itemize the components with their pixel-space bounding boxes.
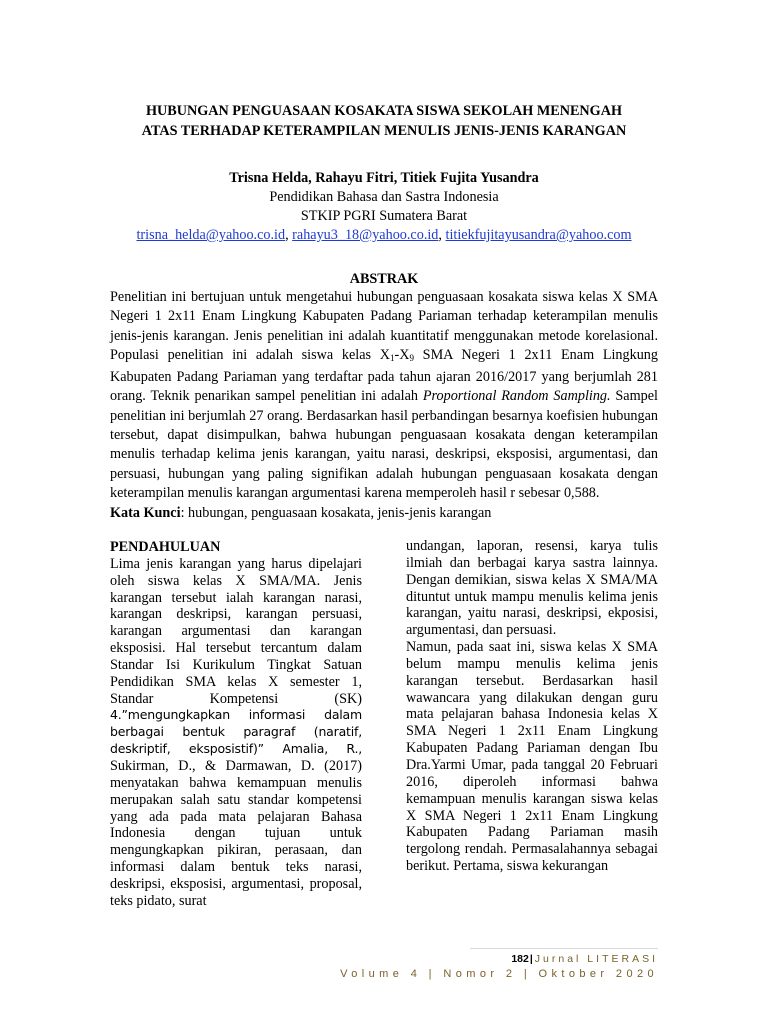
body-paragraph [110, 556, 362, 910]
abstract-heading: ABSTRAK [349, 271, 419, 287]
author-names: Trisna Helda, Rahayu Fitri, Titiek Fujita Yusandra [229, 170, 539, 186]
body-text-left-1: Lima jenis karangan yang harus dipelajari oleh siswa kelas X SMA/MA. Jenis karangan tersebut ialah karangan narasi, karangan deskripsi, karangan persuasi, karangan argumentasi dan karangan eksposisi. Hal tersebut tercantum dalam Standar Isi Kurikulum Tingkat Satuan Pendidikan SMA kelas X semester 1, Standar Kompetensi (SK) [110, 555, 362, 707]
journal-name: Jurnal LITERASI [534, 953, 658, 965]
abstract-italic-term: Proportional Random Sampling. [422, 388, 611, 405]
title-line-2: ATAS TERHADAP KETERAMPILAN MENULIS JENIS-JENIS KARANGAN [141, 123, 627, 139]
body-column-right [406, 538, 658, 875]
body-column-left [110, 539, 362, 910]
abstract-text [110, 288, 658, 503]
email-separator: , [285, 227, 293, 243]
keywords [110, 504, 658, 523]
body-text-left-2: Sukirman, D., & Darmawan, D. (2017) menyatakan bahwa kemampuan menulis merupakan salah satu standar kompetensi yang ada pada mata pelajaran Bahasa Indonesia dengan tujuan untuk mengungkapkan pikiran, perasaan, dan informasi dalam bentuk teks narasi, deskripsi, eksposisi, argumentasi, proposal, teks pidato, surat [110, 757, 362, 909]
author-institution: STKIP PGRI Sumatera Barat [300, 208, 468, 224]
footer-journal-line [511, 953, 658, 965]
footer-issue-line: Volume 4 | Nomor 2 | Oktober 2020 [340, 968, 658, 980]
footer-divider [470, 948, 658, 949]
title-line-1: HUBUNGAN PENGUASAAN KOSAKATA SISWA SEKOLAH MENENGAH [145, 103, 622, 119]
author-department: Pendidikan Bahasa dan Sastra Indonesia [269, 189, 499, 205]
paper-title [100, 101, 668, 141]
author-block [100, 169, 668, 245]
keywords-text: : hubungan, penguasaan kosakata, jenis-jenis karangan [180, 505, 492, 521]
abstract-part-2: SMA Negeri 1 2x11 Enam Lingkung Kabupaten Padang Pariaman yang terdaftar pada tahun ajaran 2016/2017 yang berjumlah 281 orang. Teknik penarikan sampel penelitian ini adalah [110, 346, 658, 405]
email-link-3[interactable]: titiekfujitayusandra@yahoo.com [445, 227, 632, 243]
abstract-part-1: Penelitian ini bertujuan untuk mengetahui hubungan penguasaan kosakata siswa kelas X SMA Negeri 1 2x11 Enam Lingkung Kabupaten Padang Pariaman terhadap keterampilan menulis jenis-jenis karangan. Jenis penelitian ini adalah kuantitatif menggunakan metode korelasional. Populasi penelitian ini adalah siswa kelas X [110, 289, 658, 363]
email-link-1[interactable]: trisna_helda@yahoo.co.id [136, 227, 286, 243]
abstract-subscript-1: 1 [389, 352, 395, 363]
keywords-label: Kata Kunci [110, 505, 181, 521]
body-paragraph: Namun, pada saat ini, siswa kelas X SMA belum mampu menulis kelima jenis karangan tersebut. Berdasarkan hasil wawancara yang dilakukan dengan guru mata pelajaran bahasa Indonesia kelas X SMA Negeri 1 2x11 Enam Lingkung Kabupaten Padang Pariaman dengan Ibu Dra.Yarmi Umar, pada tanggal 20 Februari 2016, diperoleh informasi bahwa kemampuan menulis karangan siswa kelas X SMA Negeri 1 2x11 Enam Lingkung Kabupaten Padang Pariaman masih tergolong rendah. Permasalahannya sebagai berikut. Pertama, siswa kekurangan [406, 639, 658, 875]
email-link-2[interactable]: rahayu3_18@yahoo.co.id [292, 227, 439, 243]
page-number: 182 [511, 953, 529, 965]
author-emails [100, 226, 668, 245]
body-quote: 4.”mengungkapkan informasi dalam berbagai bentuk paragraf (naratif, deskriptif, eksposistif)” Amalia, R., [110, 707, 362, 757]
abstract-subscript-2: 9 [409, 352, 414, 363]
section-heading-pendahuluan: PENDAHULUAN [110, 539, 221, 555]
abstract-part-3: Sampel penelitian ini berjumlah 27 orang. Berdasarkan hasil perbandingan besarnya koefisien hubungan tersebut, dapat disimpulkan, bahwa hubungan penguasaan kosakata dengan keterampilan menulis terhadap kelima jenis karangan, yaitu narasi, deskripsi, eksposisi, argumentasi, dan persuasi, hubungan yang paling signifikan adalah hubungan penguasaan kosakata dengan keterampilan menulis karangan argumentasi karena memperoleh hasil r sebesar 0,588. [110, 388, 658, 501]
footer-separator: | [529, 953, 533, 965]
email-separator: , [438, 227, 446, 243]
abstract-dash: -X [394, 346, 410, 363]
body-paragraph: undangan, laporan, resensi, karya tulis ilmiah dan berbagai karya sastra lainnya. Dengan demikian, siswa kelas X SMA/MA dituntut untuk mampu menulis kelima jenis karangan, yaitu narasi, deskripsi, ekposisi, argumentasi, dan persuasi. [406, 538, 658, 639]
